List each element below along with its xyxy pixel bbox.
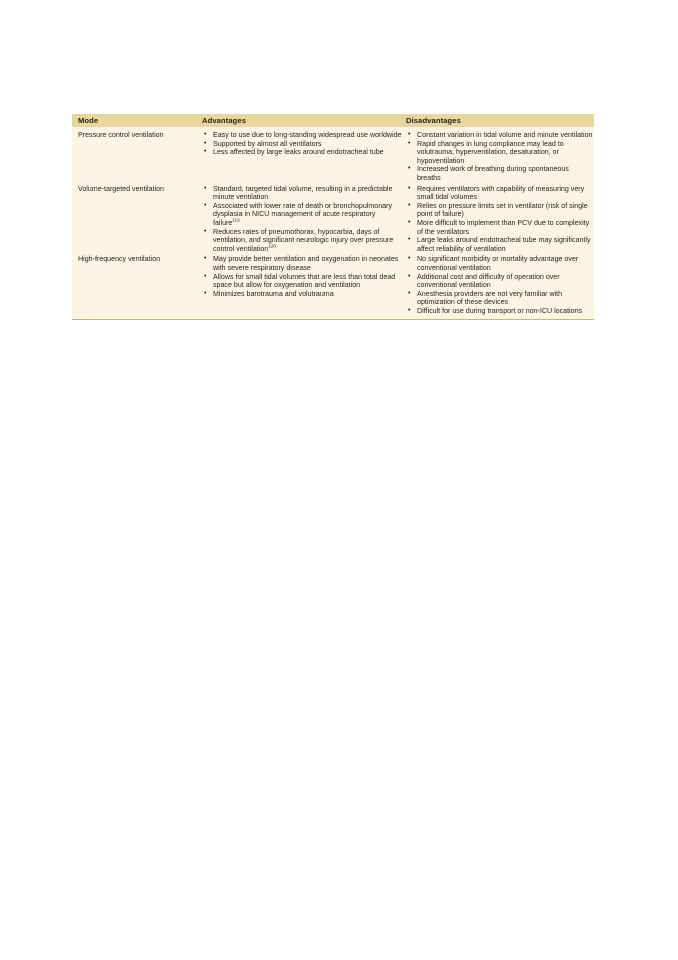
advantages-cell [198,255,402,315]
advantage-text: Easy to use due to long-standing widespread use worldwide [213,131,402,139]
reference-superscript: 120 [268,243,276,249]
advantage-text: Associated with lower rate of death or bronchopulmonary dysplasia in NICU management of acute respiratory failure [213,201,393,227]
disadvantage-item: • No significant morbidity or mortality advantage over conventional ventilation [417,255,594,272]
advantage-text: Less affected by large leaks around endotracheal tube [213,148,384,157]
advantage-item [213,131,402,140]
disadvantages-cell [402,131,594,183]
advantage-item [213,185,402,202]
advantage-item [213,202,402,228]
advantage-text: Minimizes barotrauma and volutrauma [213,289,334,298]
advantage-item [213,148,402,157]
disadvantages-list [406,131,594,183]
advantage-text: Supported by almost all ventilators [213,139,322,148]
advantage-item [213,290,402,299]
disadvantage-item: • Relies on pressure limits set in ventilator (risk of single point of failure) [417,202,594,219]
advantage-item [213,255,402,272]
advantage-text: Reduces rates of pneumothorax, hypocarbia, days of ventilation, and significant neurologic injury over pressure control ventilation [213,227,394,253]
disadvantage-item: • Difficult for use during transport or non-ICU locations [417,307,594,316]
advantage-item [213,273,402,290]
advantage-item [213,140,402,149]
mode-cell: Volume-targeted ventilation [78,184,164,193]
table-header-row [72,114,594,127]
advantage-text: Standard, targeted tidal volume, resulting in a predictable minute ventilation [213,184,393,202]
advantage-item [213,228,402,254]
disadvantage-item: • Constant variation in tidal volume and minute ventilation [417,131,594,140]
mode-cell: Pressure control ventilation [78,131,164,139]
advantages-list [202,131,402,157]
disadvantage-item: • Anesthesia providers are not very familiar with optimization of these devices [417,290,594,307]
table-row [72,255,594,315]
disadvantage-item: • Large leaks around endotracheal tube may significantly affect reliability of ventilation [417,236,594,253]
advantages-list [202,185,402,254]
disadvantage-item: • Rapid changes in lung compliance may lead to volutrauma, hyperventilation, desaturation, or hypoventilation [417,140,594,166]
disadvantages-cell [402,185,594,254]
advantages-list [202,255,402,298]
disadvantage-item: • Increased work of breathing during spontaneous breaths [417,165,594,182]
table-body [72,127,594,319]
advantage-text: Allows for small tidal volumes that are less than total dead space but allow for oxygenation and ventilation [213,272,396,290]
mode-cell: High-frequency ventilation [78,255,161,264]
ventilation-modes-table [72,114,594,320]
header-disadvantages: Disadvantages [406,116,461,125]
header-mode: Mode [78,116,99,125]
disadvantage-item: • Requires ventilators with capability of measuring very small tidal volumes [417,185,594,202]
disadvantage-item: • Additional cost and difficulty of operation over conventional ventilation [417,273,594,290]
disadvantage-item: • More difficult to implement than PCV due to complexity of the ventilators [417,219,594,236]
disadvantages-list [406,255,594,315]
table-row [72,185,594,254]
header-advantages: Advantages [202,116,247,125]
reference-superscript: 119 [232,217,240,223]
table-row [72,131,594,183]
advantage-text: May provide better ventilation and oxygenation in neonates with severe respiratory disease [213,255,399,272]
advantages-cell [198,131,402,183]
disadvantages-cell [402,255,594,315]
advantages-cell [198,185,402,254]
disadvantages-list [406,185,594,254]
